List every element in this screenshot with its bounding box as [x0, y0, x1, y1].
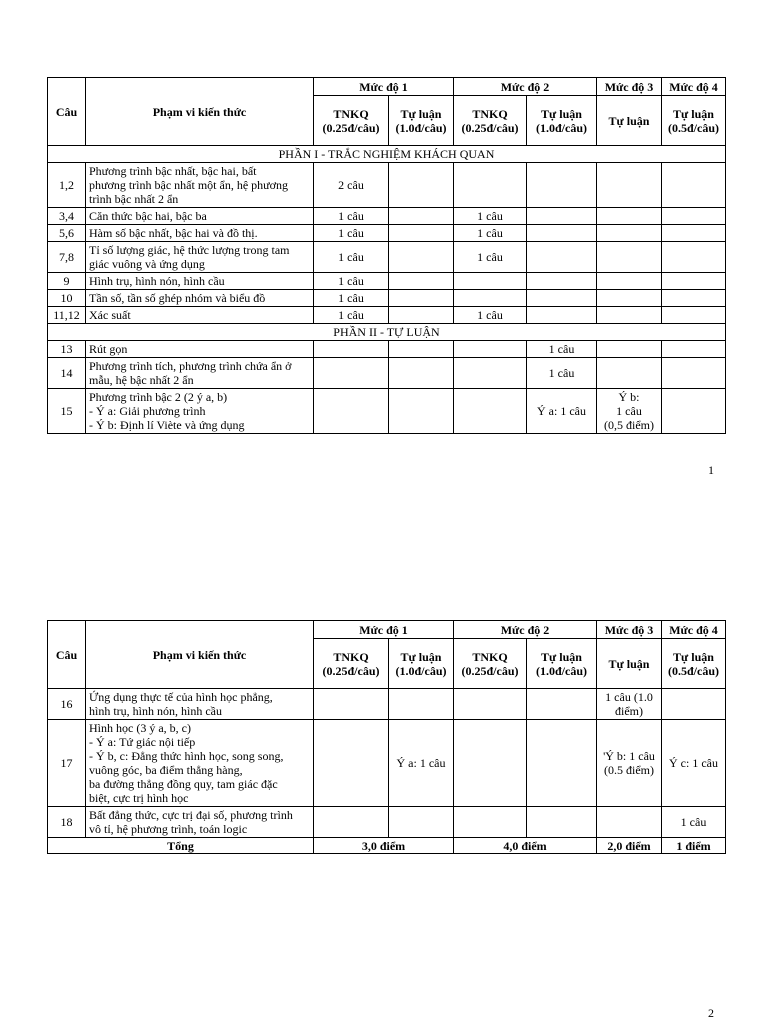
level1-tu-luan	[389, 208, 454, 225]
level1-tu-luan	[389, 358, 454, 389]
level1-tnkq: 1 câu	[314, 273, 389, 290]
level4-tu-luan	[662, 290, 726, 307]
level2-tu-luan	[527, 242, 597, 273]
question-number: 16	[48, 689, 86, 720]
level2-tnkq: 1 câu	[454, 307, 527, 324]
level2-tu-luan	[527, 208, 597, 225]
level2-tnkq: 1 câu	[454, 242, 527, 273]
level4-tu-luan	[662, 273, 726, 290]
level2-tnkq: 1 câu	[454, 208, 527, 225]
knowledge-scope: Xác suất	[86, 307, 314, 324]
level4-tu-luan	[662, 341, 726, 358]
question-number: 9	[48, 273, 86, 290]
table-row	[48, 225, 726, 242]
level1-tnkq: 1 câu	[314, 290, 389, 307]
level1-tu-luan	[389, 290, 454, 307]
level2-tnkq	[454, 163, 527, 208]
level1-tu-luan	[389, 341, 454, 358]
level3-tu-luan	[597, 290, 662, 307]
total-muc-do-1: 3,0 điểm	[314, 838, 454, 854]
level4-tu-luan	[662, 242, 726, 273]
matrix-table-page1	[47, 77, 726, 434]
header-muc-do-3: Mức độ 3	[597, 78, 662, 96]
level4-tu-luan	[662, 208, 726, 225]
table-row	[48, 720, 726, 807]
header-m3-tu-luan: Tự luận	[597, 639, 662, 689]
level2-tu-luan	[527, 225, 597, 242]
table-row	[48, 208, 726, 225]
knowledge-scope: Phương trình tích, phương trình chứa ẩn ở mẫu, hệ bậc nhất 2 ẩn	[86, 358, 314, 389]
level1-tnkq: 1 câu	[314, 242, 389, 273]
header-m3-tu-luan: Tự luận	[597, 96, 662, 146]
question-number: 1,2	[48, 163, 86, 208]
level4-tu-luan	[662, 163, 726, 208]
table-row	[48, 242, 726, 273]
level4-tu-luan	[662, 389, 726, 434]
level3-tu-luan	[597, 307, 662, 324]
header-m1-tu-luan: Tự luận (1.0đ/câu)	[389, 639, 454, 689]
level2-tnkq	[454, 358, 527, 389]
level1-tnkq	[314, 389, 389, 434]
level2-tu-luan: 1 câu	[527, 358, 597, 389]
total-muc-do-2: 4,0 điểm	[454, 838, 597, 854]
header-muc-do-4: Mức độ 4	[662, 621, 726, 639]
question-number: 5,6	[48, 225, 86, 242]
level1-tu-luan	[389, 307, 454, 324]
header-cau: Câu	[48, 78, 86, 146]
level1-tnkq: 1 câu	[314, 307, 389, 324]
header-m4-tu-luan: Tự luận (0.5đ/câu)	[662, 96, 726, 146]
total-muc-do-4: 1 điểm	[662, 838, 726, 854]
level1-tu-luan	[389, 163, 454, 208]
level3-tu-luan	[597, 208, 662, 225]
knowledge-scope: Hàm số bậc nhất, bậc hai và đồ thị.	[86, 225, 314, 242]
knowledge-scope: Phương trình bậc nhất, bậc hai, bất phương trình bậc nhất một ẩn, hệ phương trình bậc nhất 2 ẩn	[86, 163, 314, 208]
level1-tnkq	[314, 720, 389, 807]
question-number: 14	[48, 358, 86, 389]
table-row	[48, 341, 726, 358]
level2-tu-luan	[527, 290, 597, 307]
level1-tu-luan	[389, 242, 454, 273]
table-row	[48, 163, 726, 208]
level1-tnkq: 2 câu	[314, 163, 389, 208]
page-number-1: 1	[708, 463, 714, 477]
header-muc-do-4: Mức độ 4	[662, 78, 726, 96]
header-muc-do-2: Mức độ 2	[454, 621, 597, 639]
section-tu-luan: PHẦN II - TỰ LUẬN	[48, 324, 726, 341]
level3-tu-luan	[597, 358, 662, 389]
level2-tu-luan	[527, 807, 597, 838]
level4-tu-luan	[662, 225, 726, 242]
header-m1-tnkq: TNKQ (0.25đ/câu)	[314, 96, 389, 146]
question-number: 3,4	[48, 208, 86, 225]
level1-tu-luan	[389, 273, 454, 290]
level1-tu-luan: Ý a: 1 câu	[389, 720, 454, 807]
knowledge-scope: Tần số, tần số ghép nhóm và biểu đồ	[86, 290, 314, 307]
level4-tu-luan: 1 câu	[662, 807, 726, 838]
level2-tu-luan	[527, 163, 597, 208]
header-m2-tnkq: TNKQ (0.25đ/câu)	[454, 96, 527, 146]
header-pham-vi: Phạm vi kiến thức	[86, 621, 314, 689]
header-muc-do-1: Mức độ 1	[314, 621, 454, 639]
question-number: 7,8	[48, 242, 86, 273]
header-pham-vi: Phạm vi kiến thức	[86, 78, 314, 146]
question-number: 18	[48, 807, 86, 838]
level4-tu-luan: Ý c: 1 câu	[662, 720, 726, 807]
knowledge-scope: Căn thức bậc hai, bậc ba	[86, 208, 314, 225]
level1-tnkq	[314, 689, 389, 720]
level4-tu-luan	[662, 358, 726, 389]
knowledge-scope: Ứng dụng thực tế của hình học phẳng, hình trụ, hình nón, hình cầu	[86, 689, 314, 720]
level2-tnkq	[454, 389, 527, 434]
question-number: 11,12	[48, 307, 86, 324]
knowledge-scope: Phương trình bậc 2 (2 ý a, b) - Ý a: Giải phương trình - Ý b: Định lí Viète và ứng dụng	[86, 389, 314, 434]
knowledge-scope: Rút gọn	[86, 341, 314, 358]
question-number: 10	[48, 290, 86, 307]
level2-tnkq	[454, 273, 527, 290]
level2-tu-luan	[527, 689, 597, 720]
question-number: 13	[48, 341, 86, 358]
level2-tnkq: 1 câu	[454, 225, 527, 242]
knowledge-scope: Tỉ số lượng giác, hệ thức lượng trong tam giác vuông và ứng dụng	[86, 242, 314, 273]
section-trac-nghiem: PHẦN I - TRẮC NGHIỆM KHÁCH QUAN	[48, 146, 726, 163]
knowledge-scope: Bất đẳng thức, cực trị đại số, phương trình vô tỉ, hệ phương trình, toán logic	[86, 807, 314, 838]
knowledge-scope: Hình trụ, hình nón, hình cầu	[86, 273, 314, 290]
level2-tu-luan	[527, 307, 597, 324]
level4-tu-luan	[662, 307, 726, 324]
question-number: 17	[48, 720, 86, 807]
knowledge-scope: Hình học (3 ý a, b, c) - Ý a: Tứ giác nội tiếp - Ý b, c: Đẳng thức hình học, song song, vuông góc, ba điểm thẳng hàng, ba đường thẳng đồng quy, tam giác đặc biệt, cực trị hình học	[86, 720, 314, 807]
level3-tu-luan	[597, 807, 662, 838]
header-m2-tu-luan: Tự luận (1.0đ/câu)	[527, 96, 597, 146]
matrix-table-page2	[47, 620, 726, 854]
level2-tu-luan: Ý a: 1 câu	[527, 389, 597, 434]
table-row	[48, 290, 726, 307]
table-row	[48, 807, 726, 838]
level2-tu-luan	[527, 720, 597, 807]
level1-tnkq	[314, 807, 389, 838]
level3-tu-luan: Ý b: 1 câu (0,5 điểm)	[597, 389, 662, 434]
level1-tnkq	[314, 358, 389, 389]
level3-tu-luan	[597, 341, 662, 358]
level2-tnkq	[454, 341, 527, 358]
header-m2-tnkq: TNKQ (0.25đ/câu)	[454, 639, 527, 689]
table-row	[48, 689, 726, 720]
table-row	[48, 307, 726, 324]
level3-tu-luan: 1 câu (1.0 điểm)	[597, 689, 662, 720]
header-muc-do-2: Mức độ 2	[454, 78, 597, 96]
level2-tu-luan	[527, 273, 597, 290]
level3-tu-luan	[597, 273, 662, 290]
total-label: Tổng	[48, 838, 314, 854]
header-m2-tu-luan: Tự luận (1.0đ/câu)	[527, 639, 597, 689]
level3-tu-luan	[597, 225, 662, 242]
table-row	[48, 273, 726, 290]
level2-tnkq	[454, 290, 527, 307]
table-row	[48, 358, 726, 389]
level1-tnkq: 1 câu	[314, 225, 389, 242]
level1-tu-luan	[389, 807, 454, 838]
level1-tnkq: 1 câu	[314, 208, 389, 225]
level1-tu-luan	[389, 225, 454, 242]
header-cau: Câu	[48, 621, 86, 689]
level2-tnkq	[454, 807, 527, 838]
header-m4-tu-luan: Tự luận (0.5đ/câu)	[662, 639, 726, 689]
header-m1-tnkq: TNKQ (0.25đ/câu)	[314, 639, 389, 689]
total-muc-do-3: 2,0 điểm	[597, 838, 662, 854]
level3-tu-luan	[597, 242, 662, 273]
level2-tnkq	[454, 689, 527, 720]
level1-tu-luan	[389, 389, 454, 434]
header-m1-tu-luan: Tự luận (1.0đ/câu)	[389, 96, 454, 146]
level2-tu-luan: 1 câu	[527, 341, 597, 358]
level2-tnkq	[454, 720, 527, 807]
header-muc-do-1: Mức độ 1	[314, 78, 454, 96]
level1-tnkq	[314, 341, 389, 358]
level1-tu-luan	[389, 689, 454, 720]
level3-tu-luan	[597, 163, 662, 208]
header-muc-do-3: Mức độ 3	[597, 621, 662, 639]
question-number: 15	[48, 389, 86, 434]
level3-tu-luan: 'Ý b: 1 câu (0.5 điểm)	[597, 720, 662, 807]
page-number-2: 2	[708, 1006, 714, 1020]
table-row	[48, 389, 726, 434]
level4-tu-luan	[662, 689, 726, 720]
